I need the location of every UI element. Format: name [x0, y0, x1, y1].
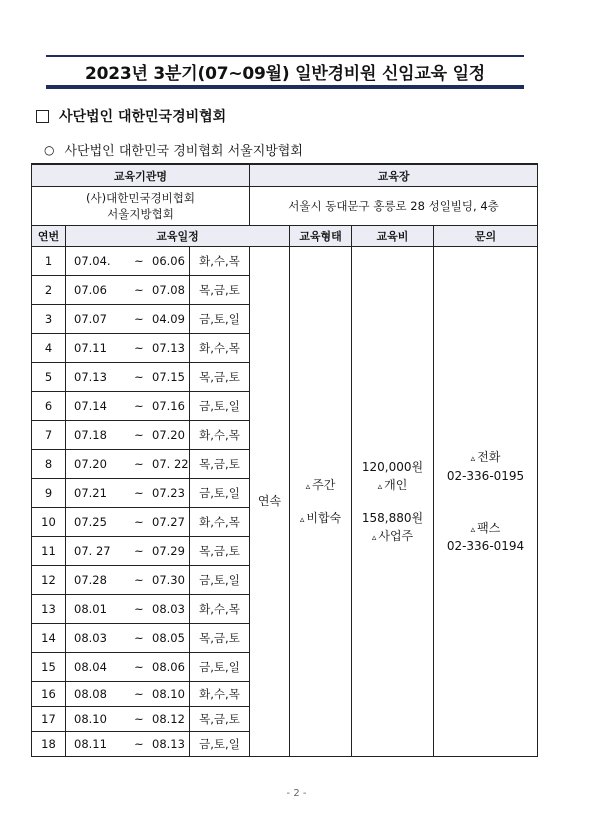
weekdays: 화,수,목 — [190, 334, 250, 363]
weekdays: 화,수,목 — [190, 247, 250, 276]
fax-label: 팩스 — [477, 520, 501, 535]
schedule-header-row — [32, 226, 538, 247]
date-sep: ~ — [134, 312, 144, 326]
date-range — [66, 566, 190, 595]
triangle-bullet-icon: ▵ — [470, 454, 476, 464]
weekdays: 목,금,토 — [190, 707, 250, 732]
triangle-bullet-icon: ▵ — [299, 514, 305, 525]
row-number: 13 — [32, 595, 66, 624]
date-end: 08.13 — [152, 737, 185, 751]
page-number: - 2 - — [286, 788, 307, 799]
date-start: 07.20 — [74, 457, 107, 471]
weekdays: 금,토,일 — [190, 479, 250, 508]
sub-heading — [44, 140, 303, 159]
date-end: 08.06 — [152, 660, 185, 674]
date-end: 08.10 — [152, 687, 185, 701]
date-range — [66, 508, 190, 537]
date-end: 07. 22 — [152, 457, 189, 471]
phone-label-line — [434, 448, 537, 467]
weekdays: 금,토,일 — [190, 392, 250, 421]
section-heading-text: 사단법인 대한민국경비협회 — [59, 109, 227, 125]
date-start: 08.10 — [74, 712, 107, 726]
row-number: 6 — [32, 392, 66, 421]
date-range — [66, 305, 190, 334]
date-range — [66, 682, 190, 707]
date-range — [66, 653, 190, 682]
phone-label: 전화 — [477, 450, 501, 464]
no-header: 연번 — [32, 226, 66, 247]
date-sep: ~ — [134, 428, 144, 442]
weekdays: 목,금,토 — [190, 450, 250, 479]
date-end: 07.20 — [152, 428, 185, 442]
type-daytime: 주간 — [312, 477, 336, 492]
date-range — [66, 392, 190, 421]
row-number: 2 — [32, 276, 66, 305]
date-range — [66, 707, 190, 732]
fax-number: 02-336-0194 — [446, 539, 525, 553]
weekdays: 화,수,목 — [190, 508, 250, 537]
date-range — [66, 421, 190, 450]
fee-employer-label: 사업주 — [378, 528, 414, 543]
row-number: 4 — [32, 334, 66, 363]
date-range — [66, 450, 190, 479]
date-end: 07.23 — [152, 486, 185, 500]
contact-header: 문의 — [434, 226, 538, 247]
date-end: 08.05 — [152, 631, 185, 645]
date-end: 06.06 — [152, 254, 185, 268]
date-sep: ~ — [134, 660, 144, 674]
contact-cell — [434, 247, 538, 757]
document-title — [46, 55, 524, 87]
row-number: 3 — [32, 305, 66, 334]
date-start: 07.06 — [74, 283, 107, 297]
date-start: 07.28 — [74, 573, 107, 587]
date-end: 07.30 — [152, 573, 185, 587]
weekdays: 금,토,일 — [190, 653, 250, 682]
org-info-row — [32, 187, 538, 226]
org-column-header: 교육기관명 — [32, 164, 250, 187]
date-end: 07.13 — [152, 341, 185, 355]
date-end: 07.16 — [152, 399, 185, 413]
date-start: 07.04. — [74, 254, 111, 268]
fee-cell — [352, 247, 434, 757]
fee-individual-amount: 120,000원 — [361, 460, 424, 474]
triangle-bullet-icon: ▵ — [305, 481, 311, 492]
place-column-header: 교육장 — [250, 164, 538, 187]
row-number: 15 — [32, 653, 66, 682]
weekdays: 금,토,일 — [190, 732, 250, 757]
type-item-1 — [290, 476, 351, 495]
date-range — [66, 276, 190, 305]
date-range — [66, 479, 190, 508]
date-start: 08.08 — [74, 687, 107, 701]
date-sep: ~ — [134, 573, 144, 587]
phone-number: 02-336-0195 — [446, 468, 525, 483]
date-sep: ~ — [134, 544, 144, 558]
type-non-residential: 비합숙 — [306, 510, 342, 525]
date-start: 08.01 — [74, 602, 107, 616]
weekdays: 화,수,목 — [190, 682, 250, 707]
date-sep: ~ — [134, 515, 144, 529]
weekdays: 목,금,토 — [190, 624, 250, 653]
weekdays: 목,금,토 — [190, 363, 250, 392]
schedule-header: 교육일정 — [66, 226, 290, 247]
date-sep: ~ — [134, 399, 144, 413]
org-name-cell — [32, 187, 250, 226]
date-range — [66, 247, 190, 276]
date-start: 07.18 — [74, 428, 107, 442]
date-end: 07.27 — [152, 515, 185, 529]
date-range — [66, 537, 190, 566]
weekdays: 목,금,토 — [190, 276, 250, 305]
type-header: 교육형태 — [290, 226, 352, 247]
date-sep: ~ — [134, 370, 144, 384]
date-range — [66, 363, 190, 392]
date-sep: ~ — [134, 457, 144, 471]
row-number: 12 — [32, 566, 66, 595]
schedule-table — [31, 163, 538, 757]
date-sep: ~ — [134, 341, 144, 355]
row-number: 1 — [32, 247, 66, 276]
weekdays: 목,금,토 — [190, 537, 250, 566]
row-number: 7 — [32, 421, 66, 450]
fax-label-line — [434, 519, 537, 538]
date-range — [66, 624, 190, 653]
org-header-row — [32, 164, 538, 187]
date-start: 08.04 — [74, 660, 107, 674]
mode-cell: 연속 — [250, 247, 290, 757]
type-item-2 — [290, 509, 351, 528]
date-start: 07. 27 — [74, 544, 111, 558]
date-start: 08.11 — [74, 737, 107, 751]
row-number: 11 — [32, 537, 66, 566]
date-end: 07.15 — [152, 370, 185, 384]
weekdays: 화,수,목 — [190, 421, 250, 450]
date-start: 07.07 — [74, 312, 107, 326]
checkbox-square-icon — [36, 110, 49, 123]
row-number: 18 — [32, 732, 66, 757]
date-range — [66, 595, 190, 624]
weekdays: 금,토,일 — [190, 305, 250, 334]
section-heading — [36, 106, 226, 126]
date-end: 04.09 — [152, 312, 185, 326]
date-range — [66, 732, 190, 757]
fee-employer-amount: 158,880원 — [361, 510, 424, 525]
row-number: 14 — [32, 624, 66, 653]
triangle-bullet-icon: ▵ — [377, 482, 383, 492]
org-name-line1: (사)대한민국경비협회 — [86, 191, 195, 205]
weekdays: 금,토,일 — [190, 566, 250, 595]
date-start: 07.11 — [74, 341, 107, 355]
fee-employer — [352, 527, 433, 546]
date-start: 07.21 — [74, 486, 107, 500]
fee-individual-label: 개인 — [384, 478, 408, 492]
row-number: 17 — [32, 707, 66, 732]
document-title-text: 2023년 3분기(07~09월) 일반경비원 신임교육 일정 — [84, 63, 486, 84]
row-number: 10 — [32, 508, 66, 537]
date-end: 07.29 — [152, 544, 185, 558]
date-end: 07.08 — [152, 283, 185, 297]
fee-individual — [352, 476, 433, 495]
weekdays: 화,수,목 — [190, 595, 250, 624]
date-sep: ~ — [134, 712, 144, 726]
table-row — [32, 247, 538, 276]
circle-bullet-icon: ○ — [44, 142, 55, 157]
date-end: 08.03 — [152, 602, 185, 616]
date-sep: ~ — [134, 486, 144, 500]
org-name-line2: 서울지방협회 — [107, 207, 174, 221]
date-sep: ~ — [134, 254, 144, 268]
row-number: 9 — [32, 479, 66, 508]
date-end: 08.12 — [152, 712, 185, 726]
fee-header: 교육비 — [352, 226, 434, 247]
row-number: 16 — [32, 682, 66, 707]
date-sep: ~ — [134, 602, 144, 616]
schedule-rows — [32, 247, 538, 757]
date-sep: ~ — [134, 687, 144, 701]
date-range — [66, 334, 190, 363]
row-number: 5 — [32, 363, 66, 392]
triangle-bullet-icon: ▵ — [371, 532, 377, 543]
triangle-bullet-icon: ▵ — [470, 524, 476, 535]
row-number: 8 — [32, 450, 66, 479]
date-sep: ~ — [134, 737, 144, 751]
date-sep: ~ — [134, 631, 144, 645]
date-sep: ~ — [134, 283, 144, 297]
type-cell — [290, 247, 352, 757]
date-start: 07.14 — [74, 399, 107, 413]
date-start: 08.03 — [74, 631, 107, 645]
date-start: 07.25 — [74, 515, 107, 529]
sub-heading-text: 사단법인 대한민국 경비협회 서울지방협회 — [64, 144, 303, 159]
place-cell: 서울시 동대문구 홍릉로 28 성일빌딩, 4층 — [250, 187, 538, 226]
date-start: 07.13 — [74, 370, 107, 384]
